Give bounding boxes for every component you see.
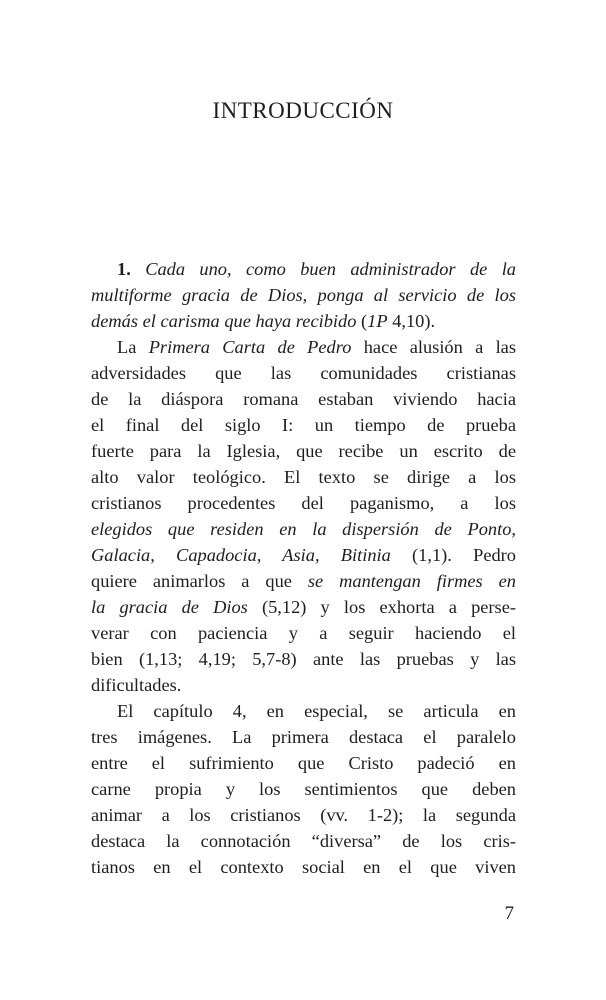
paragraph-2-line-13: bien (1,13; 4,19; 5,7-8) ante las pruebas y las bbox=[91, 649, 516, 669]
paragraph-3-line-6: destaca la connotación “diversa” de los cris- bbox=[91, 831, 516, 851]
text-run: (1,1). Pedro bbox=[390, 545, 516, 565]
page-title: INTRODUCCIÓN bbox=[212, 98, 394, 123]
page-number: 7 bbox=[504, 903, 514, 924]
paragraph-1-line-1 bbox=[91, 256, 516, 282]
quote-text: multiforme gracia de Dios, ponga al servicio de los bbox=[91, 285, 516, 305]
paragraph-2-line-5: fuerte para la Iglesia, que recibe un escrito de bbox=[91, 441, 516, 461]
citation-book: 1P bbox=[367, 311, 388, 331]
paragraph-2-line-14: dificultades. bbox=[91, 675, 182, 695]
text-run: La bbox=[117, 337, 149, 357]
paragraph-2-line-10 bbox=[91, 568, 516, 594]
quote-text: Cada uno, como buen administrador de la bbox=[145, 259, 516, 279]
paragraph-3-line-1: El capítulo 4, en especial, se articula en bbox=[117, 701, 516, 721]
quote-text bbox=[131, 259, 145, 279]
paragraph-3-line-4: carne propia y los sentimientos que deben bbox=[91, 779, 516, 799]
paragraph-2-line-4: el final del siglo I: un tiempo de prueba bbox=[91, 415, 516, 435]
paragraph-number: 1. bbox=[117, 259, 131, 279]
paragraph-2-line-8: elegidos que residen en la dispersión de Ponto, bbox=[91, 519, 516, 539]
paragraph-1-line-2 bbox=[91, 282, 516, 308]
paragraph-3-line-7: tianos en el contexto social en el que viven bbox=[91, 857, 516, 877]
paragraph-3-line-3: entre el sufrimiento que Cristo padeció en bbox=[91, 753, 516, 773]
paragraph-2-line-2: adversidades que las comunidades cristianas bbox=[91, 363, 516, 383]
paragraph-2-line-9 bbox=[91, 542, 516, 568]
body-text bbox=[91, 256, 516, 880]
paragraph-2-line-11 bbox=[91, 594, 516, 620]
text-run: hace alusión a las bbox=[351, 337, 516, 357]
citation-open: ( bbox=[356, 311, 368, 331]
paragraph-3-line-5: animar a los cristianos (vv. 1-2); la segunda bbox=[91, 805, 516, 825]
paragraph-1-line-3 bbox=[91, 308, 516, 334]
quote-text: demás el carisma que haya recibido bbox=[91, 311, 357, 331]
quote-text: Galacia, Capadocia, Asia, Bitinia bbox=[91, 545, 391, 565]
paragraph-2-line-1 bbox=[91, 334, 516, 360]
paragraph-2-line-12: verar con paciencia y a seguir haciendo el bbox=[91, 623, 516, 643]
text-run: quiere animarlos a que bbox=[91, 571, 308, 591]
quote-text: la gracia de Dios bbox=[91, 597, 248, 617]
quote-text: se mantengan firmes en bbox=[307, 571, 516, 591]
citation-ref: 4,10). bbox=[387, 311, 436, 331]
book-title: Primera Carta de Pedro bbox=[148, 337, 352, 357]
paragraph-3-line-2: tres imágenes. La primera destaca el paralelo bbox=[91, 727, 516, 747]
text-run: (5,12) y los exhorta a perse- bbox=[247, 597, 516, 617]
paragraph-2-line-7: cristianos procedentes del paganismo, a los bbox=[91, 493, 516, 513]
paragraph-2-line-6: alto valor teológico. El texto se dirige a los bbox=[91, 467, 516, 487]
paragraph-2-line-3: de la diáspora romana estaban viviendo hacia bbox=[91, 389, 516, 409]
